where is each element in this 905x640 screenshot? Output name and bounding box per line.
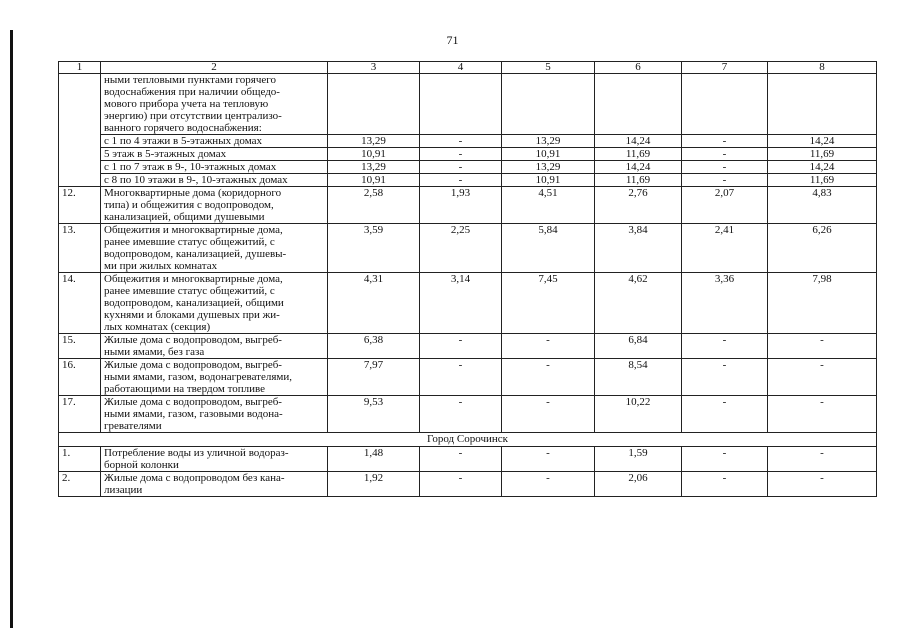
value-cell (595, 74, 682, 135)
value-cell: 10,91 (502, 148, 595, 161)
value-cell: - (502, 359, 595, 396)
value-cell: 2,25 (420, 224, 502, 273)
value-cell: 10,22 (595, 396, 682, 433)
table-row (59, 396, 877, 433)
scan-margin-bar (10, 30, 13, 628)
value-cell: - (682, 135, 768, 148)
column-header: 7 (682, 62, 768, 74)
description-line: Жилые дома с водопроводом без кана- (104, 472, 285, 484)
value-cell: - (768, 359, 877, 396)
description-cell (101, 334, 328, 359)
value-cell: 2,76 (595, 187, 682, 224)
description-line: ными ямами, газом, газовыми водона- (104, 408, 283, 420)
description-line: работающими на твердом топливе (104, 383, 266, 395)
value-cell: - (682, 148, 768, 161)
value-cell: - (682, 161, 768, 174)
table-row (59, 273, 877, 334)
value-cell: - (420, 396, 502, 433)
description-line: кухнями и блоками душевых при жи- (104, 309, 280, 321)
value-cell: 10,91 (502, 174, 595, 187)
value-cell: 1,48 (328, 447, 420, 472)
value-cell: 1,93 (420, 187, 502, 224)
value-cell (768, 74, 877, 135)
value-cell: - (768, 396, 877, 433)
description-line: мового прибора учета на тепловую (104, 98, 269, 110)
value-cell: 8,54 (595, 359, 682, 396)
description-line: борной колонки (104, 459, 179, 471)
table-row (59, 359, 877, 396)
row-number-cell (59, 74, 101, 187)
column-header: 3 (328, 62, 420, 74)
value-cell: - (420, 447, 502, 472)
description-line: Общежития и многоквартирные дома, (104, 224, 283, 236)
description-line: Жилые дома с водопроводом, выгреб- (104, 334, 282, 346)
value-cell: 4,31 (328, 273, 420, 334)
row-number-cell: 15. (59, 334, 101, 359)
value-cell: - (682, 359, 768, 396)
description-line: водопроводом, канализацией, общими (104, 297, 284, 309)
table-row-continuation (59, 74, 877, 135)
section-title: Город Сорочинск (59, 433, 877, 447)
value-cell: 11,69 (768, 148, 877, 161)
table-row (59, 187, 877, 224)
value-cell: 9,53 (328, 396, 420, 433)
value-cell: - (502, 472, 595, 497)
value-cell: 2,07 (682, 187, 768, 224)
value-cell: 14,24 (595, 135, 682, 148)
value-cell: - (768, 447, 877, 472)
value-cell: 14,24 (768, 135, 877, 148)
value-cell: 3,59 (328, 224, 420, 273)
description-line: Жилые дома с водопроводом, выгреб- (104, 359, 282, 371)
header-row (59, 62, 877, 74)
description-line: Жилые дома с водопроводом, выгреб- (104, 396, 282, 408)
row-number-cell: 12. (59, 187, 101, 224)
value-cell: 6,84 (595, 334, 682, 359)
description-cell (101, 447, 328, 472)
value-cell: - (768, 472, 877, 497)
value-cell: 14,24 (768, 161, 877, 174)
value-cell: 13,29 (502, 161, 595, 174)
value-cell: 2,58 (328, 187, 420, 224)
value-cell: - (768, 334, 877, 359)
description-cell (101, 472, 328, 497)
table-subrow (59, 135, 877, 148)
description-cell (101, 187, 328, 224)
value-cell: - (502, 334, 595, 359)
table-row (59, 472, 877, 497)
description-line: Общежития и многоквартирные дома, (104, 273, 283, 285)
column-header: 1 (59, 62, 101, 74)
description-line: ми при жилых комнатах (104, 260, 218, 272)
value-cell: - (682, 447, 768, 472)
value-cell: 2,06 (595, 472, 682, 497)
value-cell: 10,91 (328, 148, 420, 161)
description-line: Многоквартирные дома (коридорного (104, 187, 282, 199)
section-header-row (59, 433, 877, 447)
value-cell: - (682, 472, 768, 497)
row-number-cell: 16. (59, 359, 101, 396)
value-cell: - (420, 359, 502, 396)
column-header: 6 (595, 62, 682, 74)
value-cell (682, 74, 768, 135)
description-line: Потребление воды из уличной водораз- (104, 447, 289, 459)
value-cell: 4,83 (768, 187, 877, 224)
value-cell: 2,41 (682, 224, 768, 273)
value-cell (328, 74, 420, 135)
table-row (59, 224, 877, 273)
column-header: 4 (420, 62, 502, 74)
value-cell: - (682, 396, 768, 433)
value-cell: - (682, 174, 768, 187)
column-header: 2 (101, 62, 328, 74)
description-cell (101, 273, 328, 334)
description-line: канализацией, общими душевыми (104, 211, 265, 223)
value-cell: 11,69 (595, 148, 682, 161)
subrow-label-cell: 5 этаж в 5-этажных домах (101, 148, 328, 161)
page-number: 71 (446, 33, 459, 47)
table-row (59, 447, 877, 472)
description-cell (101, 359, 328, 396)
value-cell: 5,84 (502, 224, 595, 273)
value-cell: 11,69 (768, 174, 877, 187)
row-number-cell: 2. (59, 472, 101, 497)
value-cell: 1,59 (595, 447, 682, 472)
value-cell: 7,98 (768, 273, 877, 334)
value-cell: - (682, 334, 768, 359)
description-line: ранее имевшие статус общежитий, с (104, 236, 275, 248)
value-cell: 11,69 (595, 174, 682, 187)
value-cell: - (420, 472, 502, 497)
value-cell: 4,51 (502, 187, 595, 224)
subrow-label-cell: с 1 по 7 этаж в 9-, 10-этажных домах (101, 161, 328, 174)
value-cell: 6,38 (328, 334, 420, 359)
value-cell: 10,91 (328, 174, 420, 187)
value-cell: - (420, 334, 502, 359)
value-cell: 4,62 (595, 273, 682, 334)
description-cell (101, 224, 328, 273)
description-line: ранее имевшие статус общежитий, с (104, 285, 275, 297)
subrow-label-cell: с 8 по 10 этажи в 9-, 10-этажных домах (101, 174, 328, 187)
column-header: 8 (768, 62, 877, 74)
description-line: ными тепловыми пунктами горячего (104, 74, 276, 86)
value-cell: - (420, 161, 502, 174)
subrow-label-cell: с 1 по 4 этажи в 5-этажных домах (101, 135, 328, 148)
row-number-cell: 1. (59, 447, 101, 472)
description-cell (101, 396, 328, 433)
description-line: гревателями (104, 420, 162, 432)
row-number-cell: 17. (59, 396, 101, 433)
table-subrow (59, 161, 877, 174)
description-line: водопроводом, канализацией, душевы- (104, 248, 287, 260)
description-cell (101, 74, 328, 135)
value-cell: 13,29 (328, 135, 420, 148)
value-cell: 13,29 (328, 161, 420, 174)
table-body (59, 62, 877, 497)
value-cell (502, 74, 595, 135)
description-line: лых комнатах (секция) (104, 321, 211, 333)
row-number-cell: 14. (59, 273, 101, 334)
value-cell: 7,97 (328, 359, 420, 396)
value-cell: 14,24 (595, 161, 682, 174)
value-cell: - (420, 148, 502, 161)
value-cell: 13,29 (502, 135, 595, 148)
table-subrow (59, 174, 877, 187)
description-line: ванного горячего водоснабжения: (104, 122, 262, 134)
value-cell: - (420, 174, 502, 187)
value-cell: 3,14 (420, 273, 502, 334)
value-cell: - (502, 447, 595, 472)
value-cell: - (420, 135, 502, 148)
table-subrow (59, 148, 877, 161)
row-number-cell: 13. (59, 224, 101, 273)
norms-table (58, 61, 877, 497)
table-row (59, 334, 877, 359)
description-line: ными ямами, без газа (104, 346, 205, 358)
value-cell: 3,84 (595, 224, 682, 273)
column-header: 5 (502, 62, 595, 74)
description-line: ными ямами, газом, водонагревателями, (104, 371, 293, 383)
description-line: лизации (104, 484, 143, 496)
value-cell (420, 74, 502, 135)
description-line: типа) и общежития с водопроводом, (104, 199, 274, 211)
value-cell: 1,92 (328, 472, 420, 497)
value-cell: - (502, 396, 595, 433)
value-cell: 6,26 (768, 224, 877, 273)
value-cell: 7,45 (502, 273, 595, 334)
description-line: водоснабжения при наличии общедо- (104, 86, 280, 98)
description-line: энергию) при отсутствии централизо- (104, 110, 282, 122)
value-cell: 3,36 (682, 273, 768, 334)
